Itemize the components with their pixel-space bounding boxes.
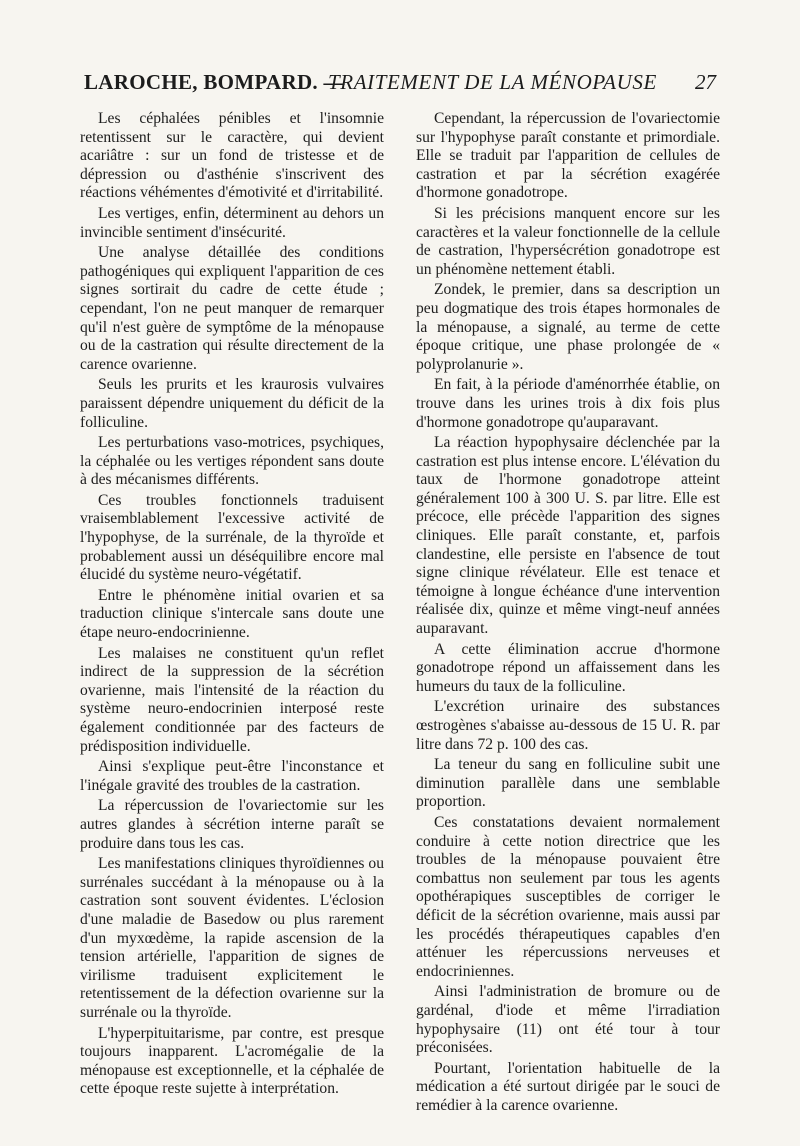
paragraph: Cependant, la répercussion de l'ovariectomie sur l'hypophyse paraît constante et primordiale. Elle se traduit par l'apparition de cellules de castration et par la sécrétion exagérée d'hormone gonadotrope.	[416, 110, 720, 202]
paragraph: L'hyperpituitarisme, par contre, est presque toujours inapparent. L'acromégalie de la ménopause est exceptionnelle, et la céphalée de cette époque reste sujette à interprétation.	[80, 1024, 384, 1098]
paragraph: En fait, à la période d'aménorrhée établie, on trouve dans les urines trois à dix fois plus d'hormone gonadotrope qu'auparavant.	[416, 376, 720, 431]
paragraph: Pourtant, l'orientation habituelle de la médication a été surtout dirigée par le souci de remédier à la carence ovarienne.	[416, 1059, 720, 1114]
header-authors: LAROCHE, BOMPARD. —	[84, 70, 345, 94]
right-column	[416, 110, 720, 1117]
paragraph: Seuls les prurits et les kraurosis vulvaires paraissent dépendre uniquement du déficit de la folliculine.	[80, 376, 384, 431]
paragraph: Si les précisions manquent encore sur les caractères et la valeur fonctionnelle de la cellule de castration, l'hypersécrétion gonadotrope est un phénomène nettement établi.	[416, 204, 720, 278]
paragraph: Les vertiges, enfin, déterminent au dehors un invincible sentiment d'insécurité.	[80, 204, 384, 241]
paragraph: Zondek, le premier, dans sa description un peu dogmatique des trois étapes hormonales de la ménopause, a signalé, au terme de cette époque critique, une phase prolongée de « polyprolanurie ».	[416, 281, 720, 373]
paragraph: La répercussion de l'ovariectomie sur les autres glandes à sécrétion interne paraît se produire dans tous les cas.	[80, 797, 384, 852]
paragraph: L'excrétion urinaire des substances œstrogènes s'abaisse au-dessous de 15 U. R. par litre dans 72 p. 100 des cas.	[416, 698, 720, 753]
paragraph: Les manifestations cliniques thyroïdiennes ou surrénales succédant à la ménopause ou à la castration sont souvent évidentes. L'éclosion d'une maladie de Basedow ou plus rarement d'un myxœdème, la rapide ascension de la tension artérielle, l'apparition de signes de virilisme traduisent explicitement le retentissement de la défection ovarienne sur la surrénale ou la thyroïde.	[80, 855, 384, 1021]
paragraph: Ces constatations devaient normalement conduire à cette notion directrice que les troubles de la ménopause pouvaient être combattus non seulement par tous les agents opothérapiques susceptibles de corriger le déficit de la sécrétion ovarienne, mais aussi par les procédés thérapeutiques capables d'en atténuer les répercussions nerveuses et endocriniennes.	[416, 813, 720, 980]
paragraph: Une analyse détaillée des conditions pathogéniques qui expliquent l'apparition de ces signes sortirait du cadre de cette étude ; cependant, l'on ne peut manquer de remarquer qu'il n'est guère de symptôme de la ménopause ou de la castration qui résulte directement de la carence ovarienne.	[80, 244, 384, 373]
header-title: TRAITEMENT DE LA MÉNOPAUSE	[328, 70, 657, 94]
paragraph: Ainsi s'explique peut-être l'inconstance et l'inégale gravité des troubles de la castration.	[80, 758, 384, 794]
paragraph: Entre le phénomène initial ovarien et sa traduction clinique s'intercale sans doute une étape neuro-endocrinienne.	[80, 586, 384, 642]
page-number: 27	[695, 70, 716, 94]
left-column	[80, 110, 384, 1101]
paragraph: A cette élimination accrue d'hormone gonadotrope répond un affaissement dans les humeurs du taux de la folliculine.	[416, 640, 720, 695]
running-header	[84, 70, 716, 104]
paragraph: Les céphalées pénibles et l'insomnie retentissent sur le caractère, qui devient acariâtre : sur un fond de tristesse et de dépression ou d'asthénie s'inscrivent des réactions véhémentes d'émotivité et d'irritabilité.	[80, 110, 384, 202]
paragraph: La réaction hypophysaire déclenchée par la castration est plus intense encore. L'élévation du taux de l'hormone gonadotrope atteint généralement 100 à 300 U. S. par litre. Elle est précoce, elle précède l'apparition des signes cliniques. Elle paraît constante, et, parfois clandestine, elle persiste en l'absence de tout signe clinique révélateur. Elle est tenace et témoigne à longue échéance d'une intervention réalisée dix, quinze et même vingt-neuf années auparavant.	[416, 434, 720, 638]
paragraph: Les perturbations vaso-motrices, psychiques, la céphalée ou les vertiges répondent sans doute à des mécanismes différents.	[80, 434, 384, 489]
paragraph: Ainsi l'administration de bromure ou de gardénal, d'iode et même l'irradiation hypophysaire (11) ont été tour à tour préconisées.	[416, 983, 720, 1057]
paragraph: Les malaises ne constituent qu'un reflet indirect de la suppression de la sécrétion ovarienne, mais l'intensité de la réaction du système neuro-endocrinien interposé reste également conditionnée par des facteurs de prédisposition individuelle.	[80, 644, 384, 755]
paragraph: La teneur du sang en folliculine subit une diminution parallèle dans une semblable proportion.	[416, 756, 720, 811]
paragraph: Ces troubles fonctionnels traduisent vraisemblablement l'excessive activité de l'hypophyse, de la surrénale, de la thyroïde et probablement aussi un déséquilibre encore mal élucidé du système neuro-végétatif.	[80, 491, 384, 584]
